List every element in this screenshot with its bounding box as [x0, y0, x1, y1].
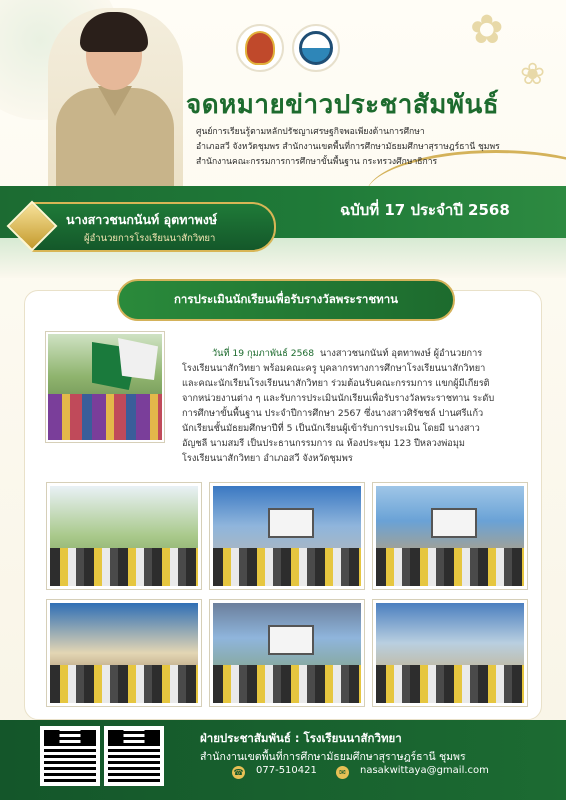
article-line: จากหน่วยงานต่าง ๆ และรับการประเมินนักเรียนเพื่อรับรางวัลพระราชทาน ระดับ [182, 393, 495, 404]
footer-org: ฝ่ายประชาสัมพันธ์ : โรงเรียนนาสักวิทยา [200, 731, 402, 745]
email-icon: ✉ [336, 766, 349, 779]
event-photo [210, 483, 364, 589]
footer-phone[interactable]: 077-510421 [256, 765, 317, 776]
article-line: นางสาวชนกนันท์ อุตทาพงษ์ ผู้อำนวยการ [319, 348, 483, 359]
qr-code[interactable] [104, 726, 164, 786]
section-heading [117, 279, 455, 321]
article-line: นักเรียนชั้นมัธยมศึกษาปีที่ 5 เป็นนักเรียนผู้เข้ารับการประเมิน โดยมี นางสาว [182, 423, 480, 434]
event-photo [210, 600, 364, 706]
flower-decoration: ❀ [520, 57, 546, 92]
footer-email[interactable]: nasakwittaya@gmail.com [360, 765, 489, 776]
article-line: การศึกษาขั้นพื้นฐาน ประจำปีการศึกษา 2567 ซึ่งนางสาวศิรัชชล์ ปานศรีแก้ว [182, 408, 484, 419]
article-line: และคณะนักเรียนโรงเรียนนาสักวิทยา ร่วมต้อนรับคณะกรรมการ แขกผู้มีเกียรติ [182, 378, 490, 389]
article-line: โรงเรียนนาสักวิทยา พร้อมคณะครู บุคลากรทางการศึกษาโรงเรียนนาสักวิทยา [182, 363, 486, 374]
event-photo [47, 483, 201, 589]
issue-number: ฉบับที่ 17 ประจำปี 2568 [340, 201, 510, 219]
subtitle-line: อำเภอสวี จังหวัดชุมพร สำนักงานเขตพื้นที่การศึกษามัธยมศึกษาสุราษฎร์ธานี ชุมพร [196, 142, 500, 152]
newsletter-title: จดหมายข่าวประชาสัมพันธ์ [186, 90, 500, 120]
subtitle-line: สำนักงานคณะกรรมการการศึกษาขั้นพื้นฐาน กระทรวงศึกษาธิการ [196, 157, 438, 167]
event-photo [47, 600, 201, 706]
director-name: นางสาวชนกนันท์ อุตทาพงษ์ [66, 212, 218, 227]
event-photo [373, 600, 527, 706]
school-logo [292, 24, 340, 72]
section-title: การประเมินนักเรียนเพื่อรับรางวัลพระราชทาน [173, 292, 399, 306]
article-date: วันที่ 19 กุมภาพันธ์ 2568 [212, 348, 315, 359]
phone-icon: ☎ [233, 768, 244, 777]
qr-code[interactable] [40, 726, 100, 786]
article-line: โรงเรียนนาสักวิทยา อำเภอสวี จังหวัดชุมพร [182, 453, 353, 464]
subtitle-line: ศูนย์การเรียนรู้ตามหลักปรัชญาเศรษฐกิจพอเพียงด้านการศึกษา [196, 127, 425, 137]
obec-logo [236, 24, 284, 72]
main-event-photo [46, 332, 164, 442]
flower-decoration: ✿ [470, 7, 504, 53]
article-line: อัญชลี นามสมรี เป็นประธานกรรมการ ณ ห้องประชุม 123 ปีหลวงพ่อมุม [182, 438, 465, 449]
event-photo [373, 483, 527, 589]
article-body [182, 346, 522, 466]
director-photo [48, 8, 183, 213]
director-role: ผู้อำนวยการโรงเรียนนาสักวิทยา [84, 233, 216, 244]
footer-office: สำนักงานเขตพื้นที่การศึกษามัธยมศึกษาสุราษฎร์ธานี ชุมพร [200, 751, 466, 763]
